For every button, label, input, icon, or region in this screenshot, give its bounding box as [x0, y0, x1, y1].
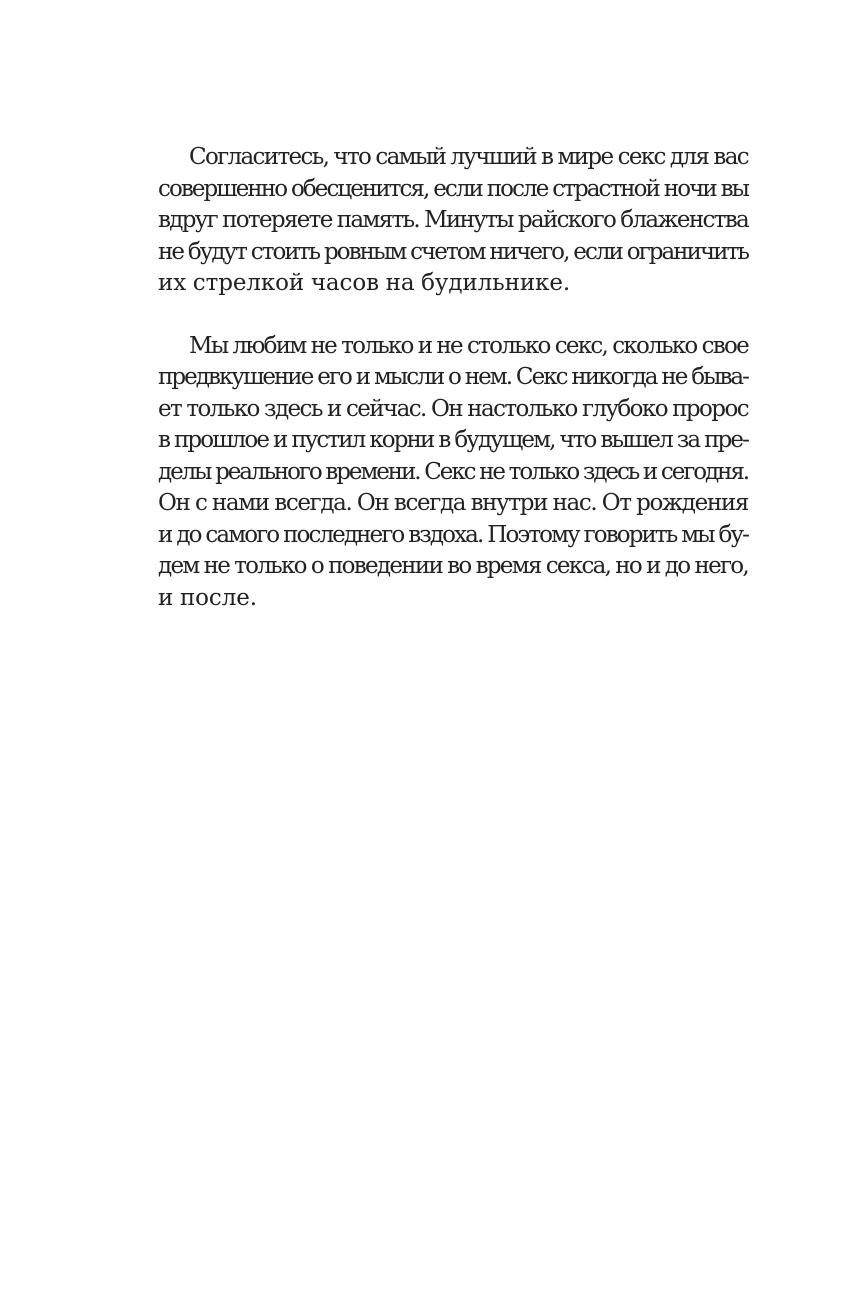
- text-line: дем не только о поведении во время секса, но и до него,: [158, 553, 748, 579]
- text-line: в прошлое и пустил корни в будущем, что вышел за пре-: [158, 427, 748, 453]
- text-line: Мы любим не только и не столько секс, сколько свое: [189, 332, 748, 359]
- paragraph-2: [158, 331, 748, 615]
- text-line: и до самого последнего вздоха. Поэтому говорить мы бу-: [158, 521, 748, 548]
- text-line: вдруг потеряете память. Минуты райского блаженства: [158, 207, 748, 233]
- text-line: предвкушение его и мысли о нем. Секс никогда не быва-: [158, 364, 748, 390]
- text-line: ет только здесь и сейчас. Он настолько глубоко пророс: [158, 395, 748, 422]
- text-line: не будут стоить ровным счетом ничего, если ограничить: [158, 238, 748, 265]
- text-line: их стрелкой часов на будильнике.: [158, 270, 571, 296]
- text-line: совершенно обесценится, если после страстной ночи вы: [158, 175, 748, 202]
- text-line: Он с нами всегда. Он всегда внутри нас. От рождения: [158, 490, 748, 516]
- paragraph-1: [158, 142, 748, 300]
- body-text: [158, 142, 748, 614]
- text-line: Согласитесь, что самый лучший в мире секс для вас: [189, 144, 748, 170]
- text-line: делы реального времени. Секс не только здесь и сегодня.: [158, 458, 748, 485]
- text-line: и после.: [158, 584, 257, 611]
